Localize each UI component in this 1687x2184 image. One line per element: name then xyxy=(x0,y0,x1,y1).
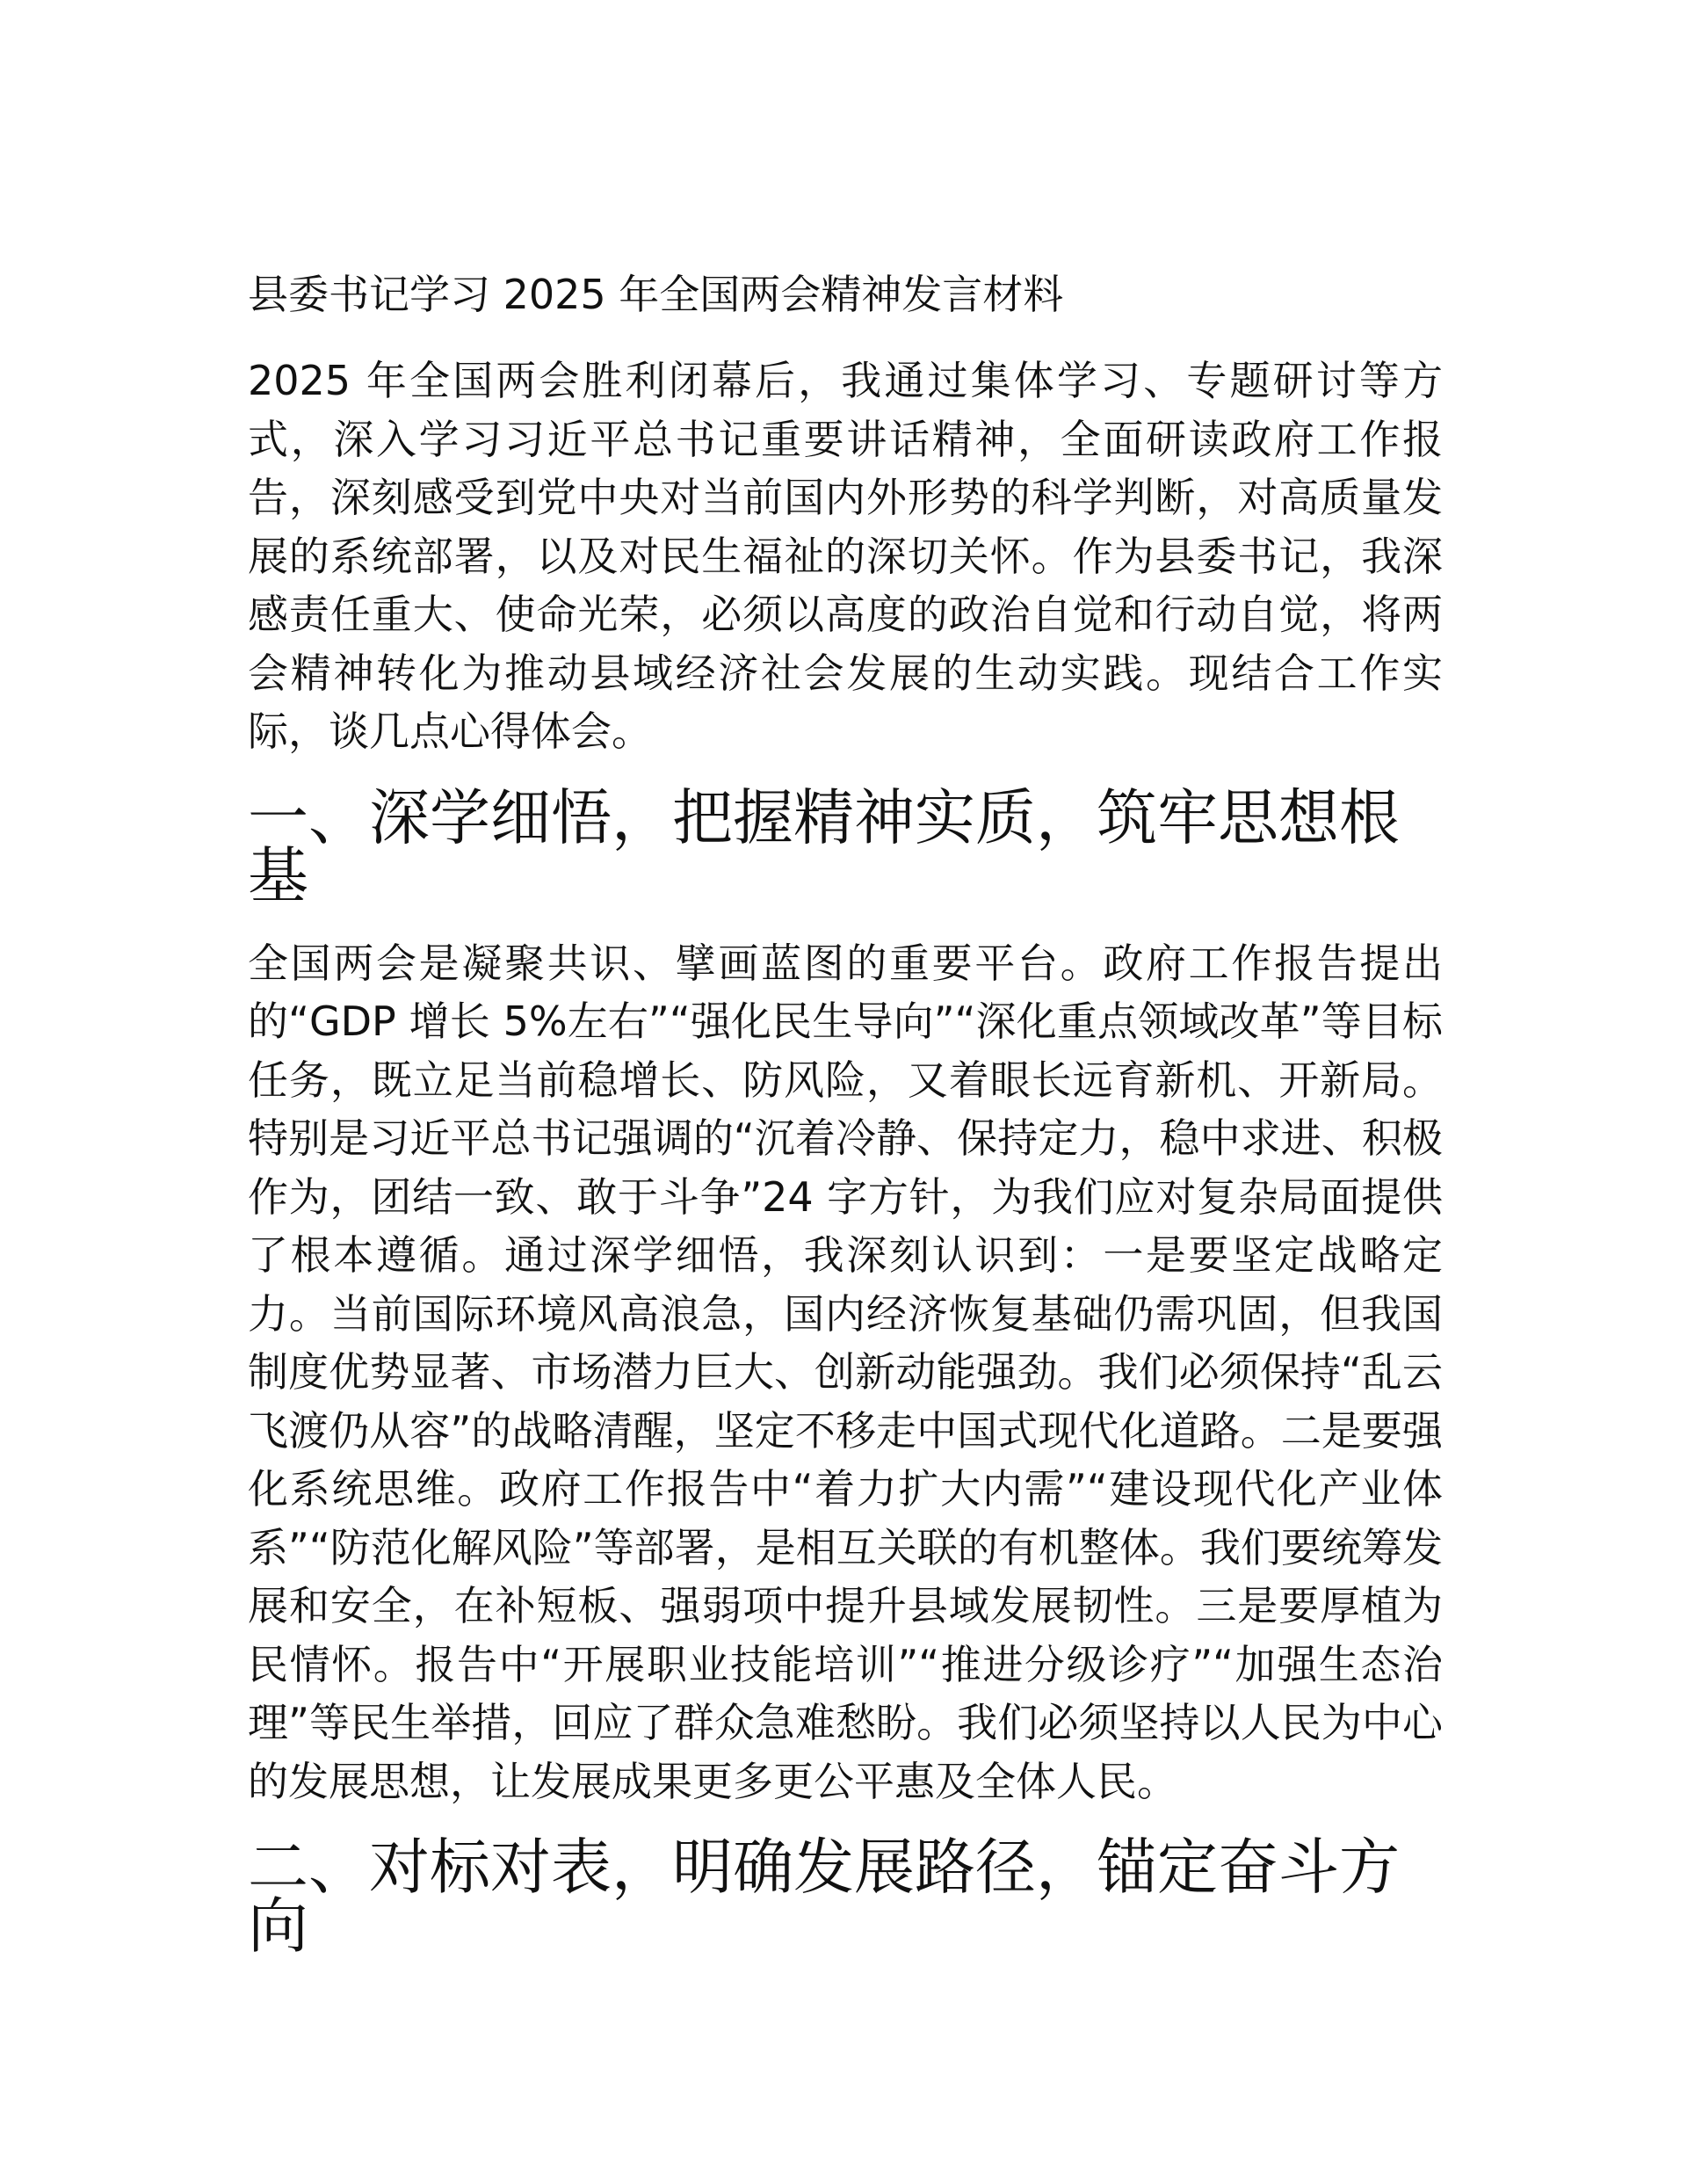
section-1-paragraph: 全国两会是凝聚共识、擘画蓝图的重要平台。政府工作报告提出的“GDP 增长 5%左右”“强化民生导向”“深化重点领域改革”等目标任务，既立足当前稳增长、防风险，又着眼长远育新机、开新局。特别是习近平总书记强调的“沉着冷静、保持定力，稳中求进、积极作为，团结一致、敢于斗争”24 字方针，为我们应对复杂局面提供了根本遵循。通过深学细悟，我深刻认识到：一是要坚定战略定力。当前国际环境风高浪急，国内经济恢复基础仍需巩固，但我国制度优势显著、市场潜力巨大、创新动能强劲。我们必须保持“乱云飞渡仍从容”的战略清醒，坚定不移走中国式现代化道路。二是要强化系统思维。政府工作报告中“着力扩大内需”“建设现代化产业体系”“防范化解风险”等部署，是相互关联的有机整体。我们要统筹发展和安全，在补短板、强弱项中提升县域发展韧性。三是要厚植为民情怀。报告中“开展职业技能培训”“推进分级诊疗”“加强生态治理”等民生举措，回应了群众急难愁盼。我们必须坚持以人民为中心的发展思想，让发展成果更多更公平惠及全体人民。 xyxy=(248,939,1443,1805)
intro-paragraph: 2025 年全国两会胜利闭幕后，我通过集体学习、专题研讨等方式，深入学习习近平总书记重要讲话精神，全面研读政府工作报告，深刻感受到党中央对当前国内外形势的科学判断，对高质量发展的系统部署，以及对民生福祉的深切关怀。作为县委书记，我深感责任重大、使命光荣，必须以高度的政治自觉和行动自觉，将两会精神转化为推动县域经济社会发展的生动实践。现结合工作实际，谈几点心得体会。 xyxy=(248,357,1443,755)
document-body xyxy=(248,264,1443,1984)
document-title: 县委书记学习 2025 年全国两会精神发言材料 xyxy=(248,271,1064,318)
section-heading-2: 二、对标对表，明确发展路径，锚定奋斗方向 xyxy=(248,1832,1400,1962)
section-heading-1: 一、深学细悟，把握精神实质，筑牢思想根基 xyxy=(248,782,1400,911)
